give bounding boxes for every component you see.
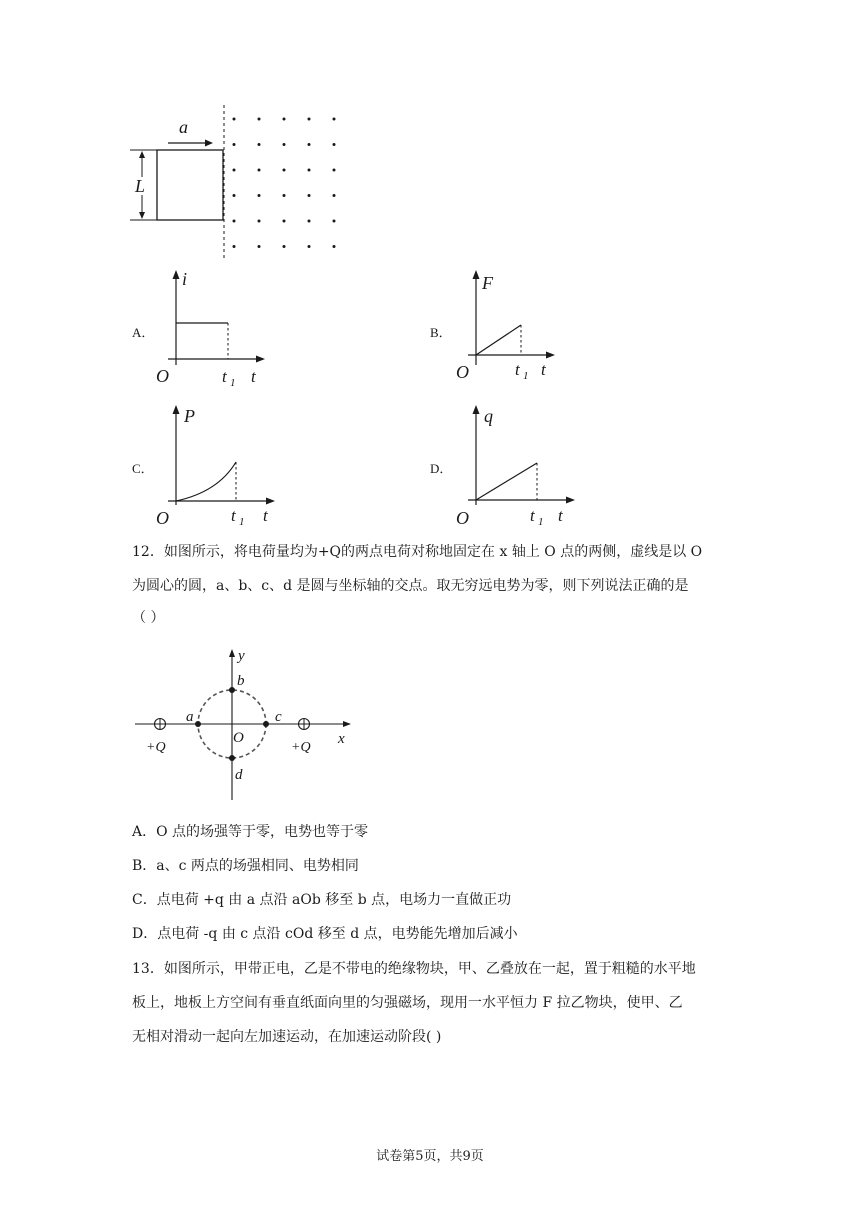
dimension-arrow-down [139,212,145,219]
point-d-label: d [235,767,243,783]
graph-d-x-label: t [558,506,563,525]
field-dot [333,245,336,248]
square-loop [157,150,223,220]
field-dot [233,194,236,197]
side-label: L [135,176,146,196]
field-dot [283,118,286,121]
charge-figure [130,645,360,805]
field-dot [308,143,311,146]
graph-c-svg [148,400,288,530]
graph-b [448,265,578,390]
graph-d [448,400,588,530]
graph-b-t1-sub: 1 [523,370,529,382]
graph-a-y-label: i [182,269,188,289]
dimension-arrow-up [139,151,145,158]
loop-field-figure [125,105,365,265]
graph-c-t1: t [231,506,236,525]
graph-d-svg [448,400,588,530]
point-c-label: c [275,709,282,725]
charge-left-label: +Q [146,740,166,755]
field-dot [283,245,286,248]
field-dot [258,194,261,197]
graph-c-origin: O [156,508,169,528]
field-dot [258,169,261,172]
graph-c-x-label: t [263,506,268,525]
graph-c-curve [176,462,236,501]
field-dot [233,245,236,248]
q12-option-d: D．点电荷 -q 由 c 点沿 cOd 移至 d 点，电势能先增加后减小 [132,926,518,942]
q12-line-1: 12．如图所示，将电荷量均为+Q的两点电荷对称地固定在 x 轴上 O 点的两侧，虚线是以 O [132,544,703,560]
field-dot [333,220,336,223]
graph-a [148,265,278,390]
field-dot [233,220,236,223]
field-dot [333,143,336,146]
q12-line-2: 为圆心的圆，a、b、c、d 是圆与坐标轴的交点。取无穷远电势为零，则下列说法正确的是 [132,578,689,594]
graph-d-origin: O [456,508,469,528]
graph-a-origin: O [156,366,169,386]
graph-d-t1-sub: 1 [538,516,544,528]
x-axis-label: x [338,731,345,747]
graph-b-y-label: F [482,273,493,293]
graph-b-svg [448,265,578,390]
point-a-label: a [186,709,194,725]
field-dot [283,143,286,146]
field-dot [258,245,261,248]
q12-line-3: （ ） [132,610,165,626]
field-dot [308,169,311,172]
field-dot [333,194,336,197]
origin-label: O [233,730,244,746]
field-dot [233,143,236,146]
q13-line-2: 板上，地板上方空间有垂直纸面向里的匀强磁场，现用一水平恒力 F 拉乙物块，使甲、乙 [132,995,683,1011]
field-dot [333,169,336,172]
field-dot [233,118,236,121]
charge-figure-svg [130,645,360,805]
field-dot [258,118,261,121]
field-dots [233,118,336,249]
field-dot [283,194,286,197]
field-dot [308,245,311,248]
graph-b-t1: t [515,360,520,379]
y-axis-label: y [238,648,245,664]
field-dot [308,118,311,121]
graph-a-t1-sub: 1 [230,377,236,389]
q13-line-3: 无相对滑动一起向左加速运动，在加速运动阶段( ) [132,1029,442,1045]
field-dot [258,143,261,146]
graph-c-t1-sub: 1 [239,516,245,528]
field-dot [233,169,236,172]
graph-b-origin: O [456,362,469,382]
field-dot [283,169,286,172]
charge-right [299,719,310,730]
option-d-label: D． [430,461,453,476]
charge-right-label: +Q [291,740,311,755]
point-b [229,687,235,693]
graph-a-svg [148,265,278,390]
field-dot [333,118,336,121]
point-d [229,755,235,761]
page-footer: 试卷第5页，共9页 [376,1149,484,1164]
graph-d-y-label: q [484,406,493,426]
graph-d-t1: t [530,506,535,525]
point-b-label: b [237,673,245,689]
q12-option-c: C．点电荷 +q 由 a 点沿 aOb 移至 b 点，电场力一直做正功 [132,892,512,908]
point-a [195,721,201,727]
graph-d-curve [476,463,537,500]
option-a-label: A． [132,325,155,340]
graph-c [148,400,288,530]
graph-b-x-label: t [541,360,546,379]
field-dot [308,220,311,223]
option-c-label: C． [132,461,154,476]
q12-option-a: A．O 点的场强等于零，电势也等于零 [132,824,369,840]
arrow-label: a [179,117,188,137]
field-dot [308,194,311,197]
graph-a-t1: t [222,367,227,386]
graph-b-curve [476,325,521,355]
field-dot [283,220,286,223]
charge-left [155,719,166,730]
q12-option-b: B．a、c 两点的场强相同、电势相同 [132,858,359,874]
loop-field-svg [125,105,365,265]
q13-line-1: 13．如图所示，甲带正电，乙是不带电的绝缘物块，甲、乙叠放在一起，置于粗糙的水平地 [132,961,696,977]
graph-c-y-label: P [184,406,195,426]
option-b-label: B． [430,325,452,340]
velocity-arrowhead [205,140,213,147]
point-c [263,721,269,727]
graph-a-x-label: t [251,367,256,386]
field-dot [258,220,261,223]
